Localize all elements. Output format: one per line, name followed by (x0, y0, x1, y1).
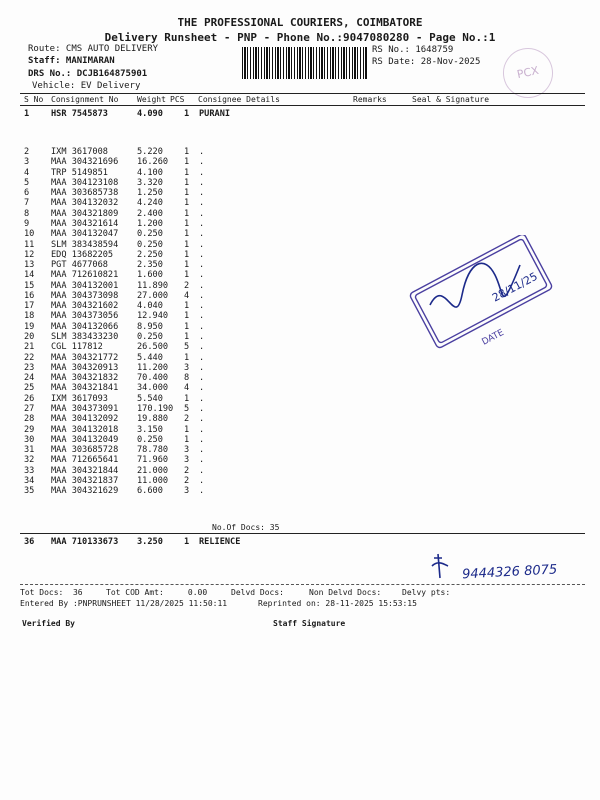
table-row (0, 209, 600, 219)
entered-by: Entered By :PNPRUNSHEET 11/28/2025 11:50:11 (20, 599, 228, 608)
row-pcs: 1 (184, 301, 190, 312)
row-pcs: 1 (184, 424, 190, 435)
table-row (0, 455, 600, 465)
col-remarks: Remarks (353, 95, 387, 104)
row-consignee: . (199, 465, 205, 476)
row-consignee: . (199, 290, 205, 301)
row-sno: 15 (24, 280, 35, 291)
row-sno: 7 (24, 198, 30, 209)
row-consignment: MAA 304132018 (51, 424, 119, 435)
row-sno: 1 (24, 109, 30, 119)
row-sno: 13 (24, 260, 35, 271)
row-pcs: 1 (184, 311, 190, 322)
row-sno: 14 (24, 270, 35, 281)
row-pcs: 1 (184, 167, 190, 178)
row-pcs: 1 (184, 260, 190, 271)
row-consignment: MAA 304132066 (51, 321, 119, 332)
row-sno: 4 (24, 167, 30, 178)
table-row (0, 435, 600, 445)
table-row (0, 363, 600, 373)
table-row (0, 404, 600, 414)
row-consignment: MAA 303685728 (51, 445, 119, 456)
row-consignee: . (199, 393, 205, 404)
row-weight: 11.000 (137, 475, 169, 486)
row-weight: 11.890 (137, 280, 169, 291)
row-sno: 16 (24, 290, 35, 301)
vehicle-label: Vehicle: EV Delivery (32, 81, 141, 91)
seal-stamp-date-label: DATE (480, 327, 506, 348)
row-weight: 5.220 (137, 147, 163, 157)
row-consignee: . (199, 157, 205, 168)
drs-number: DRS No.: DCJB164875901 (28, 69, 148, 79)
row-pcs: 1 (184, 188, 190, 199)
row-pcs: 4 (184, 290, 190, 301)
row-weight: 1.600 (137, 270, 163, 281)
row-weight: 6.600 (137, 486, 163, 497)
row-sno: 30 (24, 434, 35, 445)
row-consignee: . (199, 445, 205, 456)
row-pcs: 3 (184, 455, 190, 466)
row-weight: 170.190 (137, 404, 174, 414)
row-consignee: . (199, 434, 205, 445)
row-sno: 20 (24, 332, 35, 343)
row-sno: 18 (24, 311, 35, 322)
row-weight: 8.950 (137, 321, 163, 332)
col-consignee: Consignee Details (198, 95, 280, 104)
row-consignment: MAA 304373056 (51, 311, 119, 322)
row-consignment: SLM 383438594 (51, 239, 119, 250)
row-weight: 1.250 (137, 188, 163, 199)
row-consignee: . (199, 167, 205, 178)
row-sno: 23 (24, 362, 35, 373)
table-row (0, 383, 600, 393)
row-consignee: . (199, 373, 205, 384)
row-pcs: 2 (184, 475, 190, 486)
verified-by: Verified By (22, 619, 75, 628)
row-weight: 4.090 (137, 109, 163, 119)
delvd-docs: Delvd Docs: (231, 588, 284, 597)
row-consignee: . (199, 260, 205, 271)
row-pcs: 2 (184, 414, 190, 425)
col-consignment: Consignment No (51, 95, 119, 104)
row-weight: 21.000 (137, 465, 169, 476)
row-consignment: MAA 304320913 (51, 362, 119, 373)
row-pcs: 5 (184, 342, 190, 353)
table-row (0, 109, 600, 119)
row-consignment: EDQ 13682205 (51, 249, 114, 260)
footer-rule (20, 584, 585, 585)
row-pcs: 3 (184, 362, 190, 373)
row-weight: 3.150 (137, 424, 163, 435)
row-consignment: HSR 7545873 (51, 109, 108, 119)
row-weight: 16.260 (137, 157, 169, 168)
row-sno: 36 (24, 537, 35, 547)
row-sno: 2 (24, 147, 30, 157)
table-row (0, 147, 600, 157)
row-pcs: 1 (184, 157, 190, 168)
row-consignee: . (199, 362, 205, 373)
header-rule-top (20, 93, 585, 94)
row-consignee: . (199, 332, 205, 343)
row-weight: 71.960 (137, 455, 169, 466)
row-consignment: CGL 117812 (51, 342, 103, 353)
row-consignee: . (199, 301, 205, 312)
rs-number: RS No.: 1648759 (372, 45, 454, 55)
row-sno: 17 (24, 301, 35, 312)
row-weight: 34.000 (137, 383, 169, 394)
barcode (242, 47, 368, 79)
row-consignee: . (199, 383, 205, 394)
row-pcs: 1 (184, 321, 190, 332)
row-sno: 12 (24, 249, 35, 260)
row-weight: 0.250 (137, 332, 163, 343)
table-row (0, 466, 600, 476)
col-pcs: PCS (170, 95, 185, 104)
table-row (0, 219, 600, 229)
row-consignment: MAA 304132049 (51, 434, 119, 445)
col-weight: Weight (137, 95, 166, 104)
table-row (0, 486, 600, 496)
row-consignment: MAA 303685738 (51, 188, 119, 199)
header-rule-bottom (20, 105, 585, 106)
row-weight: 4.040 (137, 301, 163, 312)
row-sno: 28 (24, 414, 35, 425)
row-consignment: MAA 304321841 (51, 383, 119, 394)
row-consignment: MAA 304321844 (51, 465, 119, 476)
row-sno: 31 (24, 445, 35, 456)
row-consignee: . (199, 486, 205, 497)
row-consignee: . (199, 424, 205, 435)
row-consignee: . (199, 229, 205, 240)
row-sno: 8 (24, 208, 30, 219)
row-consignee: . (199, 198, 205, 209)
row-consignment: MAA 712665641 (51, 455, 119, 466)
row-pcs: 1 (184, 270, 190, 281)
tot-cod-amt: Tot COD Amt: 0.00 (106, 588, 208, 597)
row-weight: 2.250 (137, 249, 163, 260)
row-pcs: 1 (184, 332, 190, 343)
row-consignment: MAA 304123108 (51, 177, 119, 188)
table-row (0, 425, 600, 435)
row-consignment: MAA 304321696 (51, 157, 119, 168)
row-consignee: . (199, 270, 205, 281)
row-weight: 2.350 (137, 260, 163, 271)
row-consignee: . (199, 177, 205, 188)
row-weight: 3.320 (137, 177, 163, 188)
handwritten-mark-icon (432, 554, 448, 578)
row-pcs: 1 (184, 249, 190, 260)
row-pcs: 1 (184, 239, 190, 250)
row-consignee: . (199, 208, 205, 219)
row-pcs: 8 (184, 373, 190, 384)
row-pcs: 2 (184, 280, 190, 291)
row-sno: 27 (24, 404, 35, 414)
row-sno: 9 (24, 218, 30, 229)
row-consignment: MAA 304132047 (51, 229, 119, 240)
row-pcs: 5 (184, 404, 190, 414)
table-row (0, 157, 600, 167)
row-sno: 35 (24, 486, 35, 497)
row-consignment: MAA 304132092 (51, 414, 119, 425)
row-sno: 5 (24, 177, 30, 188)
table-row (0, 168, 600, 178)
row-consignment: MAA 304373098 (51, 290, 119, 301)
row-sno: 11 (24, 239, 35, 250)
row-weight: 70.400 (137, 373, 169, 384)
delivery-seal-stamp (400, 235, 565, 355)
table-row (0, 178, 600, 188)
row-consignment: SLM 383433230 (51, 332, 119, 343)
seal-stamp-border-icon (409, 235, 553, 349)
rs-date: RS Date: 28-Nov-2025 (372, 57, 481, 67)
row-sno: 33 (24, 465, 35, 476)
row-consignment: TRP 5149851 (51, 167, 108, 178)
row-sno: 34 (24, 475, 35, 486)
row-weight: 0.250 (137, 434, 163, 445)
row-pcs: 3 (184, 486, 190, 497)
row-weight: 1.200 (137, 218, 163, 229)
staff-signature: Staff Signature (273, 619, 346, 628)
row-consignment: IXM 3617093 (51, 393, 108, 404)
row-consignment: MAA 304132032 (51, 198, 119, 209)
row-weight: 4.100 (137, 167, 163, 178)
row-pcs: 1 (184, 208, 190, 219)
company-title: THE PROFESSIONAL COURIERS, COIMBATORE (177, 16, 423, 29)
table-row (0, 414, 600, 424)
row-pcs: 1 (184, 147, 190, 157)
row-weight: 5.540 (137, 393, 163, 404)
row-weight: 11.200 (137, 362, 169, 373)
section-rule (20, 533, 585, 534)
row-consignment: MAA 304321809 (51, 208, 119, 219)
table-row (0, 198, 600, 208)
seal-stamp-date-handwriting: 28/11/25 (490, 269, 540, 305)
row-consignee: . (199, 455, 205, 466)
row-pcs: 1 (184, 218, 190, 229)
row-consignment: MAA 304321772 (51, 352, 119, 363)
row-weight: 0.250 (137, 229, 163, 240)
row-weight: 12.940 (137, 311, 169, 322)
table-row (0, 445, 600, 455)
row-pcs: 3 (184, 445, 190, 456)
row-consignment: MAA 304321614 (51, 218, 119, 229)
row-weight: 5.440 (137, 352, 163, 363)
row-weight: 78.780 (137, 445, 169, 456)
row-consignee: . (199, 218, 205, 229)
row-pcs: 1 (184, 177, 190, 188)
row-weight: 3.250 (137, 537, 163, 547)
col-seal: Seal & Signature (412, 95, 490, 104)
row-sno: 26 (24, 393, 35, 404)
row-pcs: 2 (184, 465, 190, 476)
row-consignee: . (199, 414, 205, 425)
row-weight: 27.000 (137, 290, 169, 301)
reprinted-on: Reprinted on: 28-11-2025 15:53:15 (258, 599, 417, 608)
row-consignee: . (199, 404, 205, 414)
non-delvd-docs: Non Delvd Docs: (309, 588, 382, 597)
row-consignee: . (199, 352, 205, 363)
row-weight: 19.880 (137, 414, 169, 425)
row-consignment: MAA 304132001 (51, 280, 119, 291)
table-row (0, 373, 600, 383)
row-consignment: PGT 4677068 (51, 260, 108, 271)
row-consignee: PURANI (199, 109, 231, 119)
row-consignment: MAA 304321602 (51, 301, 119, 312)
row-consignee: . (199, 342, 205, 353)
row-sno: 21 (24, 342, 35, 353)
row-consignment: IXM 3617008 (51, 147, 108, 157)
row-consignment: MAA 304321837 (51, 475, 119, 486)
row-consignee: . (199, 321, 205, 332)
row-sno: 24 (24, 373, 35, 384)
row-weight: 2.400 (137, 208, 163, 219)
row-sno: 3 (24, 157, 30, 168)
row-consignee: RELIENCE (199, 537, 241, 547)
row-sno: 6 (24, 188, 30, 199)
faint-round-stamp: PCX (498, 43, 557, 102)
row-pcs: 1 (184, 537, 190, 547)
row-weight: 0.250 (137, 239, 163, 250)
row-sno: 22 (24, 352, 35, 363)
row-sno: 19 (24, 321, 35, 332)
row-pcs: 1 (184, 434, 190, 445)
row-consignee: . (199, 188, 205, 199)
table-row (0, 476, 600, 486)
row-consignee: . (199, 147, 205, 157)
row-consignment: MAA 304373091 (51, 404, 119, 414)
table-row (0, 394, 600, 404)
row-pcs: 1 (184, 352, 190, 363)
table-row (0, 537, 600, 547)
no-of-docs: No.Of Docs: 35 (212, 523, 280, 532)
route-label: Route: CMS AUTO DELIVERY (28, 44, 159, 54)
row-consignment: MAA 304321832 (51, 373, 119, 384)
runsheet-title: Delivery Runsheet - PNP - Phone No.:9047080280 - Page No.:1 (104, 31, 496, 44)
row-pcs: 1 (184, 393, 190, 404)
row-consignee: . (199, 249, 205, 260)
table-row (0, 188, 600, 198)
row-consignee: . (199, 239, 205, 250)
col-sno: S No (24, 95, 44, 104)
row-sno: 25 (24, 383, 35, 394)
row-sno: 29 (24, 424, 35, 435)
row-pcs: 4 (184, 383, 190, 394)
handwritten-phone-number: 9444326 8075 (461, 562, 558, 583)
row-weight: 26.500 (137, 342, 169, 353)
row-sno: 10 (24, 229, 35, 240)
staff-label: Staff: MANIMARAN (28, 56, 115, 66)
row-consignee: . (199, 311, 205, 322)
row-sno: 32 (24, 455, 35, 466)
tot-docs: Tot Docs: 36 (20, 588, 83, 597)
row-pcs: 1 (184, 229, 190, 240)
row-consignee: . (199, 280, 205, 291)
row-pcs: 1 (184, 198, 190, 209)
row-consignment: MAA 712610821 (51, 270, 119, 281)
row-consignment: MAA 304321629 (51, 486, 119, 497)
row-weight: 4.240 (137, 198, 163, 209)
row-pcs: 1 (184, 109, 190, 119)
row-consignment: MAA 710133673 (51, 537, 119, 547)
row-consignee: . (199, 475, 205, 486)
delvy-pts: Delvy pts: (402, 588, 451, 597)
